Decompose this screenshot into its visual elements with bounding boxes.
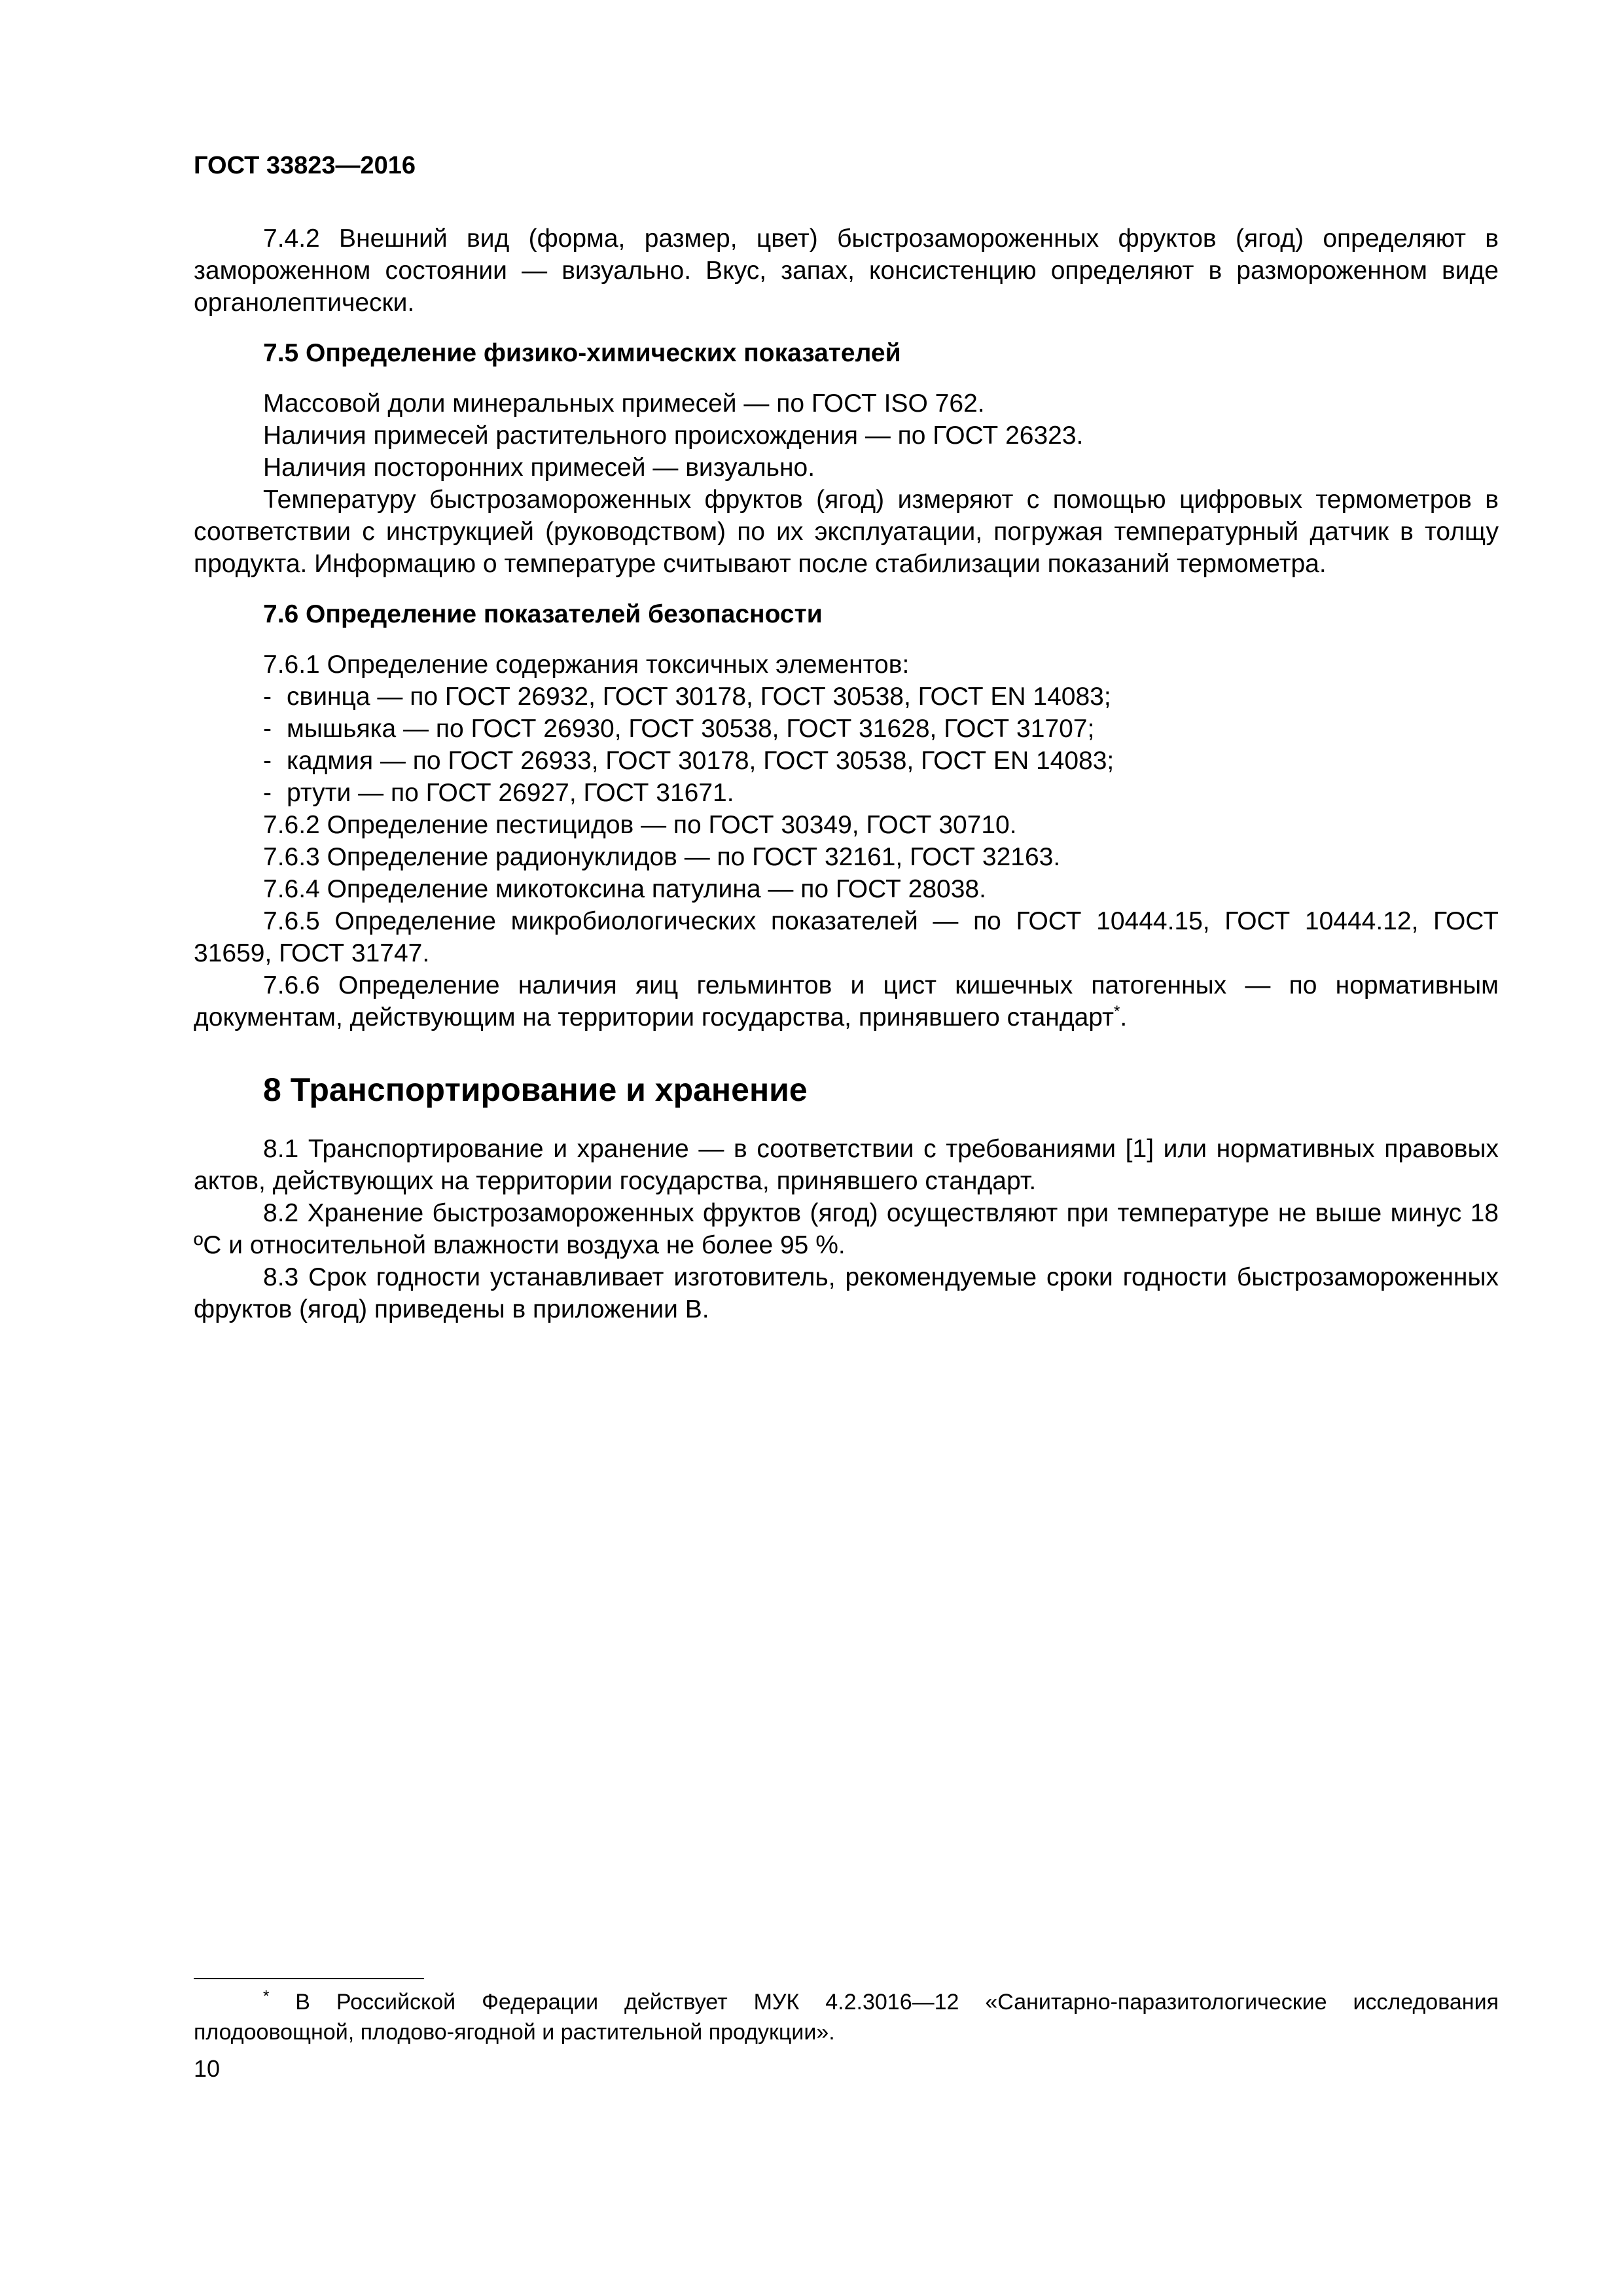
paragraph-7-4-2: 7.4.2 Внешний вид (форма, размер, цвет) быстрозамороженных фруктов (ягод) определяют в замороженном состоянии — визуально. Вкус, запах, консистенцию определяют в размороженном виде органолептически. xyxy=(194,224,1499,317)
footnote-paragraph xyxy=(194,1987,1499,2047)
document-code-header: ГОСТ 33823—2016 xyxy=(194,152,416,179)
footnote-text: В Российской Федерации действует МУК 4.2.3016—12 «Санитарно-паразитологические исследования плодоовощной, плодово-ягодной и растительной продукции». xyxy=(194,1990,1499,2045)
paragraph-plant-impurities: Наличия примесей растительного происхождения — по ГОСТ 26323. xyxy=(263,422,1084,450)
paragraph-7-6-1: 7.6.1 Определение содержания токсичных элементов: xyxy=(263,651,910,679)
list-item xyxy=(194,745,1499,777)
paragraph-mineral-impurities: Массовой доли минеральных примесей — по ГОСТ ISO 762. xyxy=(263,389,985,418)
dash-marker: - xyxy=(263,683,272,711)
dash-marker: - xyxy=(263,715,272,743)
page-number: 10 xyxy=(194,2055,221,2082)
paragraph-7-6-2: 7.6.2 Определение пестицидов — по ГОСТ 30349, ГОСТ 30710. xyxy=(263,811,1017,839)
paragraph-7-6-6 xyxy=(194,969,1499,1033)
paragraph-8-3: 8.3 Срок годности устанавливает изготовитель, рекомендуемые сроки годности быстрозамороженных фруктов (ягод) приведены в приложении В. xyxy=(194,1263,1499,1323)
main-content xyxy=(194,223,1499,1325)
paragraph-temperature: Температуру быстрозамороженных фруктов (ягод) измеряют с помощью цифровых термометров в соответствии с инструкцией (руководством) по их эксплуатации, погружая температурный датчик в толщу продукта. Информацию о температуре считывают после стабилизации показаний термометра. xyxy=(194,486,1499,578)
paragraph-8-2: 8.2 Хранение быстрозамороженных фруктов (ягод) осуществляют при температуре не выше минус 18 ºС и относительной влажности воздуха не более 95 %. xyxy=(194,1199,1499,1259)
footnote-mark: * xyxy=(263,1987,270,2005)
list-item-mercury: ртути — по ГОСТ 26927, ГОСТ 31671. xyxy=(287,779,734,807)
footnote xyxy=(194,1987,1499,2047)
paragraph-7-6-3: 7.6.3 Определение радионуклидов — по ГОСТ 32161, ГОСТ 32163. xyxy=(263,843,1061,871)
chapter-heading-8: 8 Транспортирование и хранение xyxy=(263,1071,808,1108)
list-item xyxy=(194,713,1499,745)
paragraph-8-1: 8.1 Транспортирование и хранение — в соответствии с требованиями [1] или нормативных правовых актов, действующих на территории государства, принявшего стандарт. xyxy=(194,1135,1499,1195)
dash-marker: - xyxy=(263,747,272,775)
footnote-divider xyxy=(194,1978,424,1979)
footnote-reference: * xyxy=(1113,1003,1120,1020)
section-heading-7-6: 7.6 Определение показателей безопасности xyxy=(263,600,823,628)
list-item-cadmium: кадмия — по ГОСТ 26933, ГОСТ 30178, ГОСТ 30538, ГОСТ EN 14083; xyxy=(287,747,1115,775)
list-item xyxy=(194,777,1499,809)
paragraph-7-6-6-text: 7.6.6 Определение наличия яиц гельминтов и цист кишечных патогенных — по нормативным документам, действующим на территории государства, принявшего стандарт xyxy=(194,971,1499,1031)
paragraph-7-6-5: 7.6.5 Определение микробиологических показателей — по ГОСТ 10444.15, ГОСТ 10444.12, ГОСТ 31659, ГОСТ 31747. xyxy=(194,907,1499,967)
list-item xyxy=(194,681,1499,713)
paragraph-7-6-6-end: . xyxy=(1120,1003,1128,1031)
list-item-lead: свинца — по ГОСТ 26932, ГОСТ 30178, ГОСТ 30538, ГОСТ EN 14083; xyxy=(287,683,1111,711)
section-heading-7-5: 7.5 Определение физико-химических показателей xyxy=(263,339,901,367)
dash-marker: - xyxy=(263,779,272,807)
list-item-arsenic: мышьяка — по ГОСТ 26930, ГОСТ 30538, ГОСТ 31628, ГОСТ 31707; xyxy=(287,715,1095,743)
paragraph-7-6-4: 7.6.4 Определение микотоксина патулина — по ГОСТ 28038. xyxy=(263,875,986,903)
paragraph-foreign-impurities: Наличия посторонних примесей — визуально. xyxy=(263,454,815,482)
